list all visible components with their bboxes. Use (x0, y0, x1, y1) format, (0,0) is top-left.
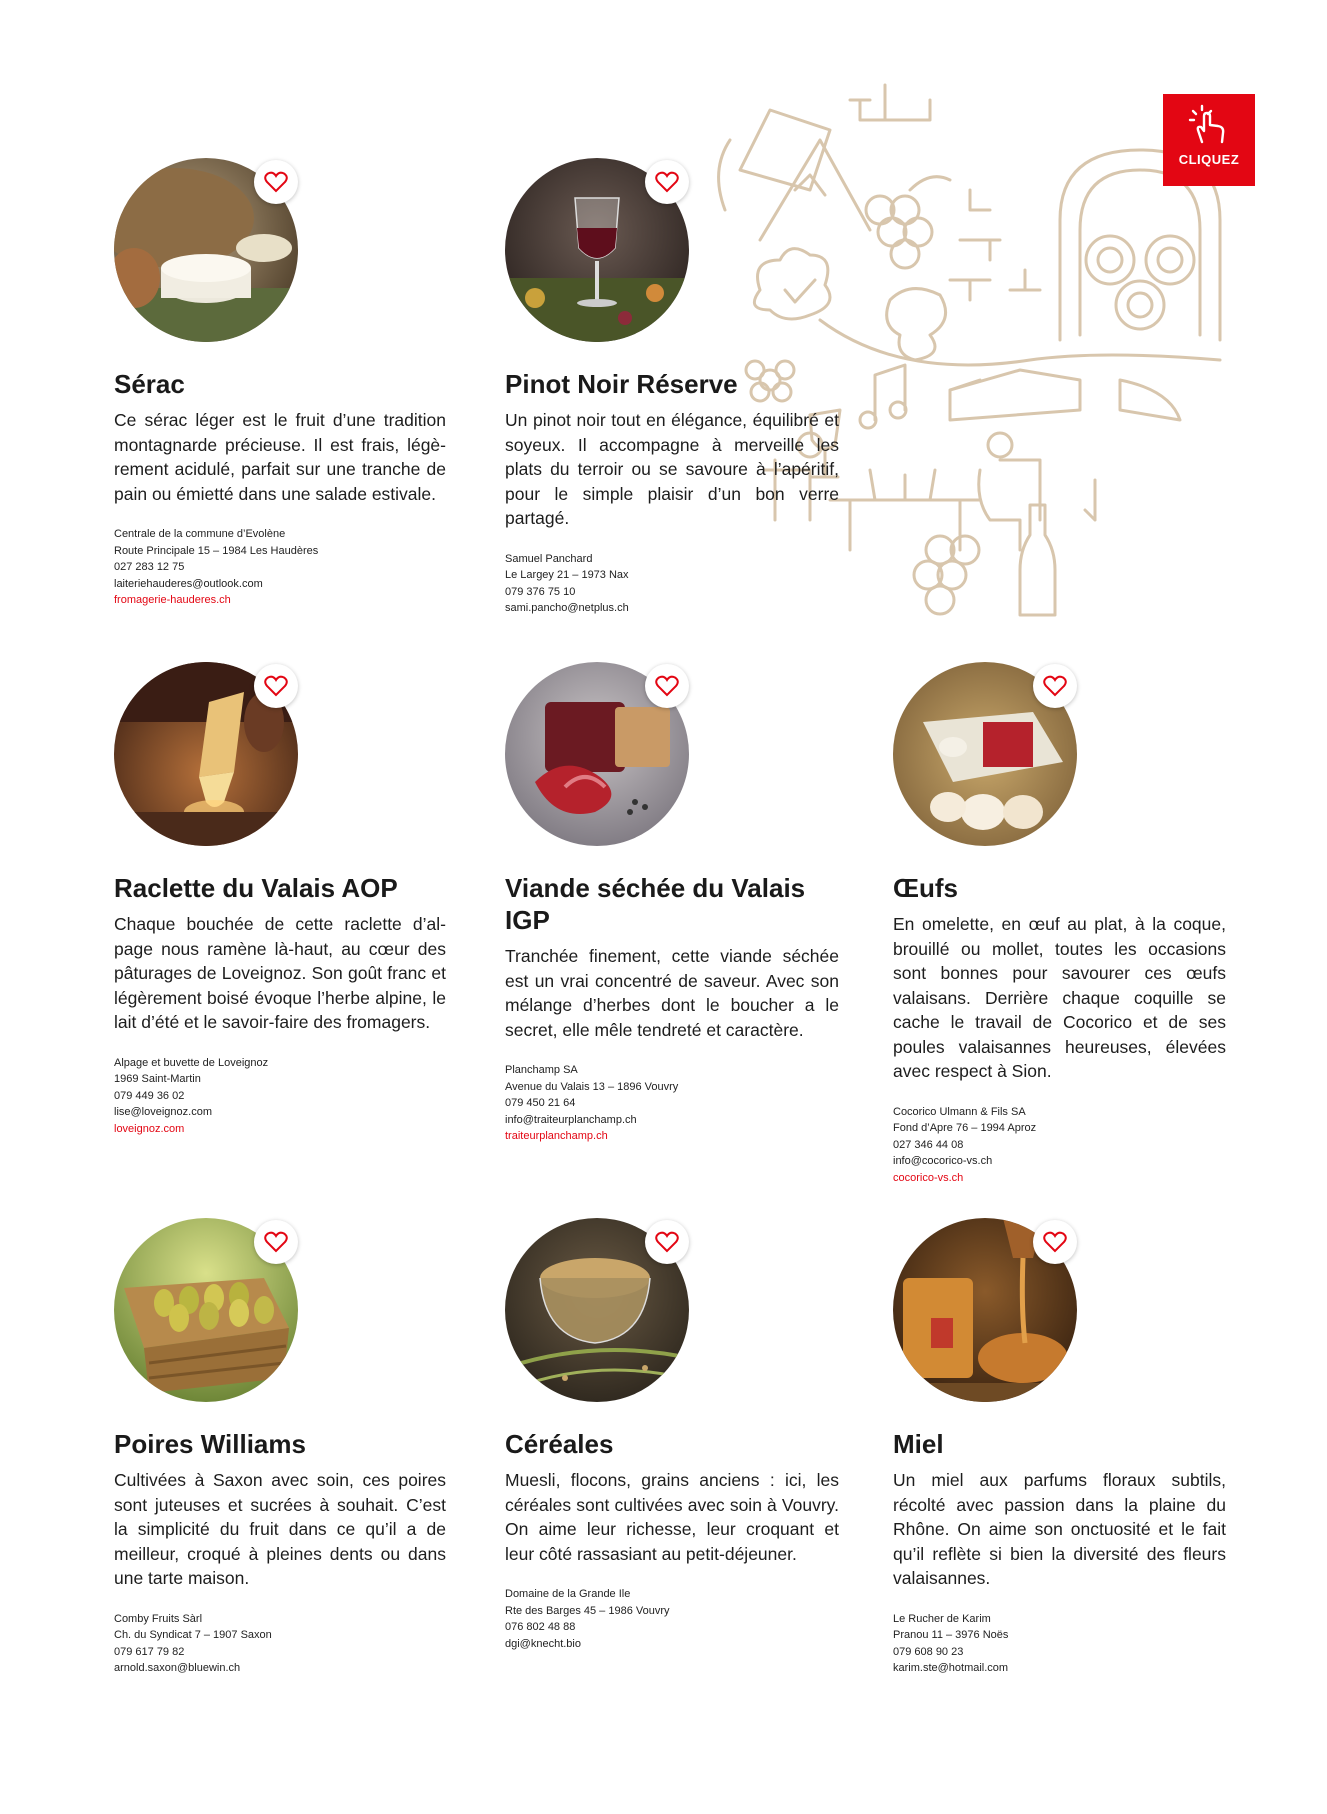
product-contact (114, 1055, 446, 1138)
product-card (893, 662, 1226, 1186)
contact-line: Avenue du Valais 13 – 1896 Vouvry (505, 1080, 679, 1093)
contact-email[interactable]: arnold.saxon@bluewin.ch (114, 1662, 241, 1674)
contact-line: Domaine de la Grande Ile (505, 1588, 631, 1600)
contact-email[interactable]: dgi@knecht.bio (505, 1637, 581, 1650)
cliquez-button[interactable] (1163, 94, 1255, 186)
cliquez-label: CLIQUEZ (1178, 152, 1240, 167)
heart-icon (264, 1231, 288, 1253)
heart-icon (264, 675, 288, 697)
contact-email[interactable]: lise@loveignoz.com (114, 1106, 212, 1118)
heart-icon (655, 675, 679, 697)
website-link[interactable]: traiteurplanchamp.ch (505, 1130, 608, 1142)
contact-line: Cocorico Ulmann & Fils SA (893, 1105, 1026, 1118)
product-title: Miel (893, 1429, 944, 1459)
product-description: Cultivées à Saxon avec soin, ces poires sont juteuses et sucrées à souhait. C’est la simplicité du fruit dans ce qu’il a de meilleur, croqué à pleines dents ou dans une tarte maison. (114, 1470, 446, 1588)
contact-line: Fond d’Apre 76 – 1994 Aproz (893, 1122, 1037, 1134)
product-card (505, 1218, 839, 1652)
product-card (505, 158, 839, 617)
contact-line: Ch. du Syndicat 7 – 1907 Saxon (114, 1629, 272, 1641)
product-description: Ce sérac léger est le fruit d’une tradition montagnarde précieuse. Il est frais, légèrement acidulé, parfait sur une tranche de pain ou émietté dans une salade estivale. (114, 410, 446, 504)
product-card (114, 158, 446, 609)
heart-icon (655, 171, 679, 193)
product-title: Œufs (893, 873, 958, 903)
product-contact (505, 1062, 839, 1145)
product-description: Chaque bouchée de cette raclette d’alpage nous ramène là-haut, au cœur des pâturages de Loveignoz. Son goût franc et légèrement boisé évoque l’herbe alpine, le lait d’été et le savoir-faire des fromagers. (114, 914, 446, 1032)
contact-line: Alpage et buvette de Loveignoz (114, 1056, 269, 1069)
favorite-button[interactable] (254, 1220, 298, 1264)
contact-line: Pranou 11 – 3976 Noës (893, 1629, 1009, 1641)
contact-line: Comby Fruits Sàrl (114, 1612, 203, 1625)
product-description: Un pinot noir tout en élégance, équilibré et soyeux. Il accompagne à merveille les plats du terroir ou se savoure à l’apéritif, pour le simple plaisir d’un bon verre partagé. (505, 410, 839, 528)
product-card (114, 662, 446, 1137)
hand-pointer-icon (1186, 102, 1232, 146)
contact-line: Samuel Panchard (505, 552, 593, 565)
contact-email[interactable]: laiteriehauderes@outlook.com (114, 577, 263, 590)
contact-line: 079 450 21 64 (505, 1097, 576, 1109)
favorite-button[interactable] (645, 1220, 689, 1264)
contact-email[interactable]: info@cocorico-vs.ch (893, 1155, 993, 1167)
favorite-button[interactable] (254, 160, 298, 204)
heart-icon (1043, 675, 1067, 697)
favorite-button[interactable] (254, 664, 298, 708)
product-card (114, 1218, 446, 1677)
heart-icon (655, 1231, 679, 1253)
contact-line: 027 346 44 08 (893, 1138, 964, 1151)
website-link[interactable]: fromagerie-hauderes.ch (114, 594, 231, 606)
contact-email[interactable]: sami.pancho@netplus.ch (505, 602, 629, 614)
contact-line: Le Largey 21 – 1973 Nax (505, 569, 629, 581)
product-description: Muesli, flocons, grains anciens : ici, les céréales sont cultivées avec soin à Vouvry. On aime leur richesse, leur croquant et leur côté rassasiant au petit-déjeuner. (505, 1470, 839, 1564)
favorite-button[interactable] (645, 160, 689, 204)
product-contact (505, 551, 839, 617)
contact-line: Le Rucher de Karim (893, 1612, 991, 1625)
website-link[interactable]: loveignoz.com (114, 1122, 185, 1135)
product-title: Céréales (505, 1429, 614, 1459)
product-title: Raclette du Valais AOP (114, 873, 398, 903)
product-title: Viande séchée du Valais IGP (505, 873, 806, 935)
contact-line: Route Principale 15 – 1984 Les Haudères (114, 544, 319, 557)
contact-line: 079 449 36 02 (114, 1089, 185, 1102)
product-description: Un miel aux parfums floraux subtils, récolté avec passion dans la plaine du Rhône. On aime son onctuosité et le fait qu’il reflète si bien la diversité des fleurs valaisannes. (893, 1470, 1226, 1588)
product-contact (893, 1611, 1226, 1677)
product-title: Poires Williams (114, 1429, 306, 1459)
product-description: En omelette, en œuf au plat, à la coque, brouillé ou mollet, toutes les occasions sont bonnes pour savourer ces œufs valaisans. Derrière chaque coquille se cache le travail de Cocorico et de ses poules valaisannes heureuses, élevées avec respect à Sion. (893, 914, 1226, 1081)
contact-line: 1969 Saint-Martin (114, 1073, 201, 1085)
contact-line: 079 376 75 10 (505, 585, 576, 598)
contact-line: Rte des Barges 45 – 1986 Vouvry (505, 1604, 670, 1617)
heart-icon (1043, 1231, 1067, 1253)
product-description: Tranchée finement, cette viande séchée est un vrai concentré de saveur. Avec son mélange d’herbes dont le boucher a le secret, elle mêle tendreté et caractère. (505, 946, 839, 1040)
product-title: Sérac (114, 369, 185, 399)
contact-line: Centrale de la commune d’Evolène (114, 528, 286, 540)
favorite-button[interactable] (1033, 664, 1077, 708)
product-contact (505, 1586, 839, 1652)
contact-line: Planchamp SA (505, 1064, 578, 1076)
contact-line: 027 283 12 75 (114, 561, 185, 573)
product-title: Pinot Noir Réserve (505, 369, 738, 399)
product-contact (114, 1611, 446, 1677)
contact-line: 076 802 48 88 (505, 1621, 576, 1633)
favorite-button[interactable] (1033, 1220, 1077, 1264)
product-card (893, 1218, 1226, 1677)
product-card (505, 662, 839, 1145)
contact-email[interactable]: info@traiteurplanchamp.ch (505, 1113, 637, 1126)
product-contact (893, 1104, 1226, 1187)
contact-line: 079 608 90 23 (893, 1645, 964, 1658)
heart-icon (264, 171, 288, 193)
website-link[interactable]: cocorico-vs.ch (893, 1171, 964, 1184)
favorite-button[interactable] (645, 664, 689, 708)
contact-line: 079 617 79 82 (114, 1645, 185, 1658)
contact-email[interactable]: karim.ste@hotmail.com (893, 1662, 1009, 1674)
product-contact (114, 526, 446, 609)
